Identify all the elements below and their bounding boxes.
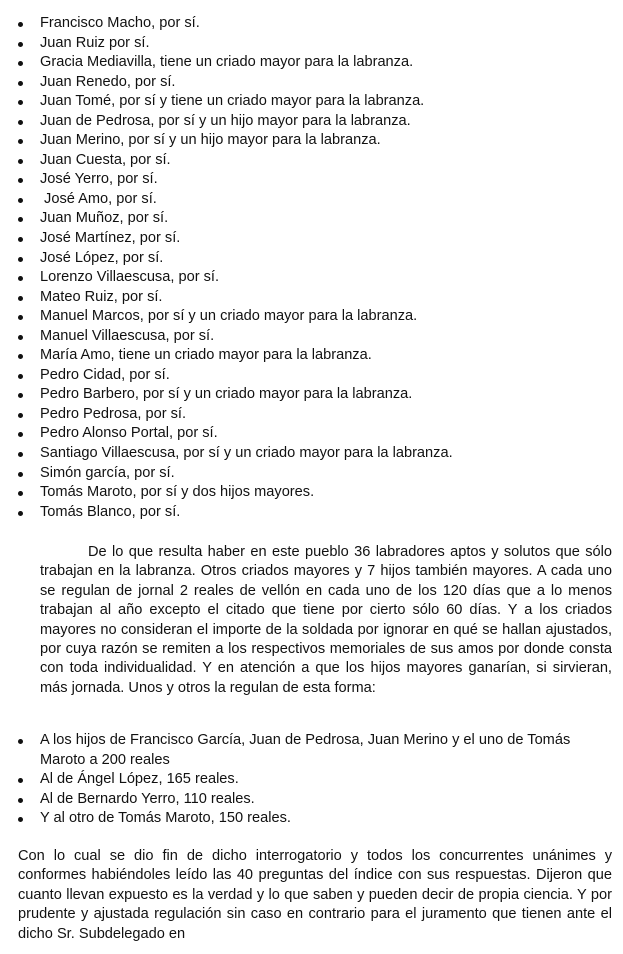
- list-item: [0, 327, 623, 347]
- list-item-text: Juan de Pedrosa, por sí y un hijo mayor para la labranza.: [40, 112, 411, 129]
- list-item-text: Gracia Mediavilla, tiene un criado mayor para la labranza.: [40, 54, 414, 71]
- bullet-icon: [18, 22, 23, 27]
- list-item-text: María Amo, tiene un criado mayor para la labranza.: [40, 347, 372, 364]
- list-item-text: Juan Tomé, por sí y tiene un criado mayor para la labranza.: [40, 93, 425, 110]
- list-item-text: Mateo Ruiz, por sí.: [40, 288, 163, 305]
- list-item: [0, 790, 623, 810]
- bullet-icon: [18, 81, 23, 86]
- bullet-icon: [18, 296, 23, 301]
- list-item-text: Tomás Blanco, por sí.: [40, 503, 181, 520]
- list-item-text: José Yerro, por sí.: [40, 171, 158, 188]
- bullet-icon: [18, 374, 23, 379]
- bullet-icon: [18, 198, 23, 203]
- bullet-icon: [18, 472, 23, 477]
- list-item: [0, 405, 623, 425]
- list-item-text: Simón garcía, por sí.: [40, 464, 175, 481]
- bullet-icon: [18, 432, 23, 437]
- summary-paragraph: De lo que resulta haber en este pueblo 36 labradores aptos y solutos que sólo trabajan en la labranza. Otros criados mayores y 7 hijos también mayores. A cada uno se regulan de jornal 2 reales de vellón en cada uno de los 120 días que a lo menos trabajan al año excepto el citado que tiene por cierto sólo 60 días. Y a los criados mayores no consideran el importe de la soldada por ignorar en qué se hallan ajustados, por cuya razón se remiten a los respectivos memoriales de sus amos por donde consta con toda individualidad. Y en atención a que los hijos mayores ganarían, si sirvieran, más jornada. Unos y otros la regulan de esta forma:: [40, 544, 612, 696]
- list-item-text: José López, por sí.: [40, 249, 164, 266]
- list-item: [0, 53, 623, 73]
- list-item: [0, 190, 623, 210]
- list-item: [0, 14, 623, 34]
- list-item: [0, 288, 623, 308]
- bullet-icon: [18, 100, 23, 105]
- list-item: [0, 92, 623, 112]
- regulation-list: [0, 731, 623, 829]
- list-item: [0, 170, 623, 190]
- bullet-icon: [18, 42, 23, 47]
- list-item: [0, 151, 623, 171]
- bullet-icon: [18, 778, 23, 783]
- bullet-icon: [18, 178, 23, 183]
- list-item-text: Juan Cuesta, por sí.: [40, 151, 171, 168]
- bullet-icon: [18, 491, 23, 496]
- list-item-text: Francisco Macho, por sí.: [40, 15, 200, 31]
- list-item-text: Pedro Cidad, por sí.: [40, 366, 170, 383]
- bullet-icon: [18, 257, 23, 262]
- list-item-text: Y al otro de Tomás Maroto, 150 reales.: [40, 810, 291, 826]
- bullet-icon: [18, 61, 23, 66]
- list-item: [0, 131, 623, 151]
- list-item-text: José Amo, por sí.: [40, 190, 157, 207]
- list-item: [0, 444, 623, 464]
- list-item-text: Juan Ruiz por sí.: [40, 34, 150, 51]
- list-item: [0, 464, 623, 484]
- list-item: [0, 483, 623, 503]
- bullet-icon: [18, 335, 23, 340]
- list-item-text: Juan Muñoz, por sí.: [40, 210, 169, 227]
- list-item-text: José Martínez, por sí.: [40, 230, 181, 247]
- bullet-icon: [18, 798, 23, 803]
- list-item-text: Lorenzo Villaescusa, por sí.: [40, 269, 220, 286]
- list-item-text: Al de Bernardo Yerro, 110 reales.: [40, 790, 255, 807]
- list-item-text: Manuel Villaescusa, por sí.: [40, 327, 215, 344]
- bullet-icon: [18, 159, 23, 164]
- bullet-icon: [18, 276, 23, 281]
- bullet-icon: [18, 393, 23, 398]
- list-item-text: Tomás Maroto, por sí y dos hijos mayores.: [40, 484, 315, 501]
- list-item: [0, 385, 623, 405]
- list-item: [0, 209, 623, 229]
- list-item: [0, 112, 623, 132]
- list-item-text: Pedro Alonso Portal, por sí.: [40, 425, 218, 442]
- list-item: [0, 809, 623, 829]
- list-item-text: Pedro Pedrosa, por sí.: [40, 405, 187, 422]
- list-item-text: Santiago Villaescusa, por sí y un criado mayor para la labranza.: [40, 445, 453, 462]
- list-item-text: Pedro Barbero, por sí y un criado mayor para la labranza.: [40, 386, 413, 403]
- bullet-icon: [18, 237, 23, 242]
- bullet-icon: [18, 120, 23, 125]
- list-item-text: Al de Ángel López, 165 reales.: [40, 771, 239, 787]
- bullet-icon: [18, 315, 23, 320]
- list-item: [0, 770, 623, 790]
- bullet-icon: [18, 739, 23, 744]
- labradores-list: [0, 14, 623, 522]
- list-item: [0, 34, 623, 54]
- list-item-text: Juan Merino, por sí y un hijo mayor para la labranza.: [40, 132, 381, 149]
- list-item-text: Manuel Marcos, por sí y un criado mayor para la labranza.: [40, 308, 418, 325]
- list-item: [0, 73, 623, 93]
- bullet-icon: [18, 139, 23, 144]
- bullet-icon: [18, 452, 23, 457]
- bullet-icon: [18, 511, 23, 516]
- list-item-text: A los hijos de Francisco García, Juan de Pedrosa, Juan Merino y el uno de Tomás Maroto a 200 reales: [40, 732, 571, 768]
- list-item: [0, 424, 623, 444]
- list-item: [0, 503, 623, 523]
- list-item-text: Juan Renedo, por sí.: [40, 73, 176, 90]
- list-item: [0, 307, 623, 327]
- list-item: [0, 268, 623, 288]
- closing-paragraph: Con lo cual se dio fin de dicho interrogatorio y todos los concurrentes unánimes y conformes habiéndoles leído las 40 preguntas del índice con sus respuestas. Dijeron que cuanto llevan expuesto es la verdad y lo que saben y pueden decir de propia ciencia. Y por prudente y ajustada regulación sin caso en contrario para el juramento que tienen ante el dicho Sr. Subdelegado en: [18, 848, 612, 942]
- list-item: [0, 346, 623, 366]
- list-item: [0, 229, 623, 249]
- list-item: [0, 731, 623, 770]
- list-item: [0, 366, 623, 386]
- bullet-icon: [18, 413, 23, 418]
- list-item: [0, 249, 623, 269]
- bullet-icon: [18, 217, 23, 222]
- bullet-icon: [18, 817, 23, 822]
- bullet-icon: [18, 354, 23, 359]
